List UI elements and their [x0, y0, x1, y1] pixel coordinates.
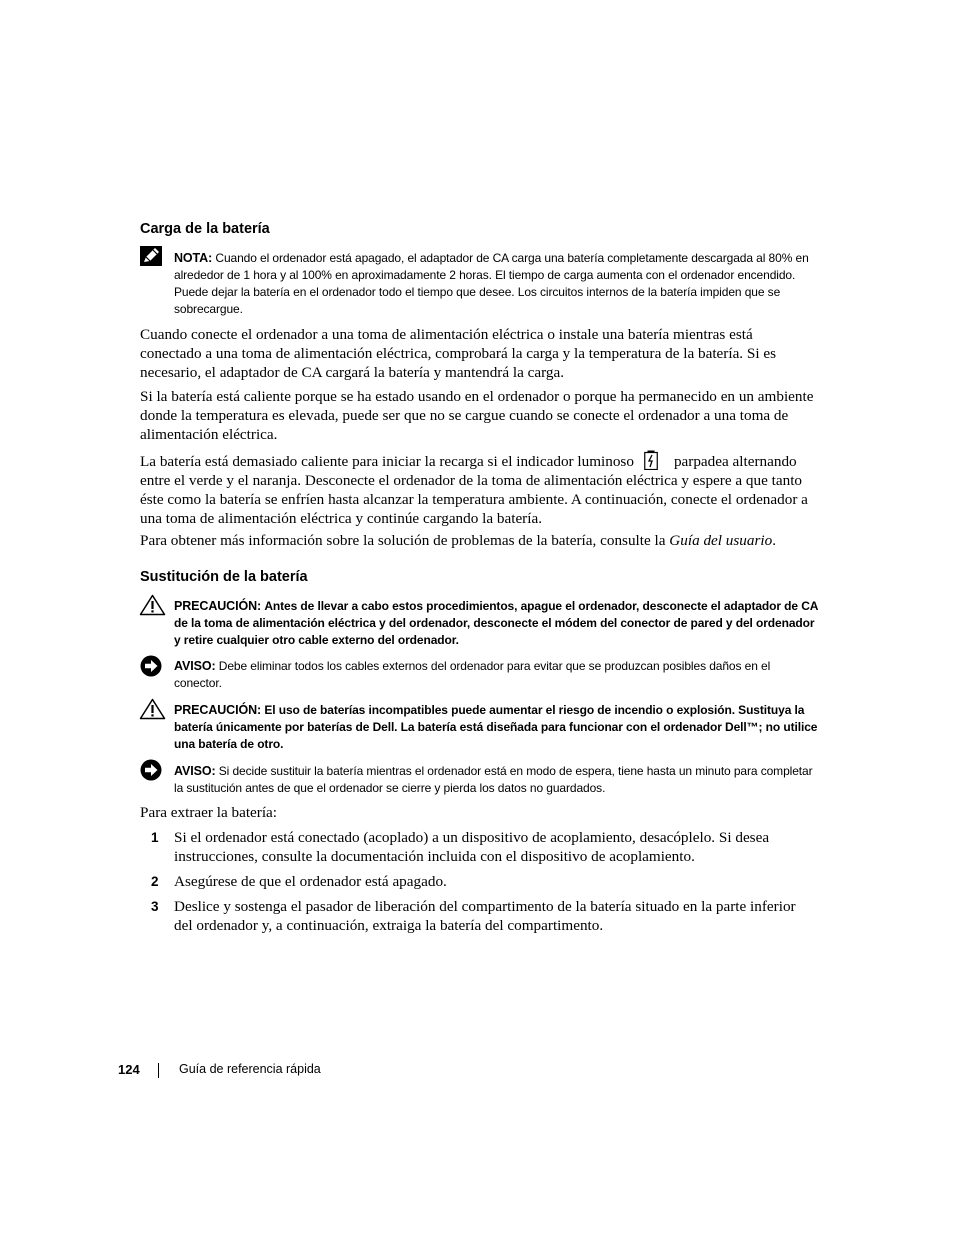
notice-arrow-icon [140, 759, 162, 781]
page-number: 124 [118, 1062, 140, 1077]
warning-triangle-icon [139, 698, 166, 720]
notice-text-2: Si decide sustituir la batería mientras el ordenador está en modo de espera, tiene hasta un minuto para completar la sustitución antes de que el ordenador se cierre y pierda los datos no guardados. [174, 764, 813, 795]
section-heading-replacing: Sustitución de la batería [140, 569, 308, 585]
notice-text-1: Debe eliminar todos los cables externos del ordenador para evitar que se produzcan posibles daños en el conector. [174, 659, 771, 690]
caution-text-1: Antes de llevar a cabo estos procedimientos, apague el ordenador, desconecte el adaptador de CA de la toma de alimentación eléctrica y del ordenador, desconecte el módem del conector de pared y del ordenador y retire cualquier otro cable externo del ordenador. [174, 599, 818, 647]
caution-block-2 [174, 702, 819, 753]
paragraph-charging-1: Cuando conecte el ordenador a una toma de alimentación eléctrica o instale una batería mientras está conectado a una toma de alimentación eléctrica, comprobará la carga y la temperatura de la batería. Si es necesario, el adaptador de CA cargará la batería y mantendrá la carga. [140, 326, 777, 381]
warning-triangle-icon [139, 594, 166, 616]
paragraph-charging-2: Si la batería está caliente porque se ha estado usando en el ordenador o porque ha permanecido en un ambiente donde la temperatura es elevada, puede ser que no se cargue cuando se conecte el ordenador a una toma de alimentación eléctrica. [140, 388, 814, 443]
paragraph-charging-3-end: parpadea alternando entre el verde y el naranja. Desconecte el ordenador de la toma de alimentación eléctrica y espere a que tanto éste como la batería se enfríen hasta alcanzar la temperatura ambiente. A continuación, conecte el ordenador a una toma de alimentación eléctrica y continúe cargando la batería. [140, 453, 808, 527]
notice-block-2 [174, 763, 819, 797]
paragraph-charging-4-text: Para obtener más información sobre la solución de problemas de la batería, consulte la [140, 532, 666, 549]
step-text: Deslice y sostenga el pasador de liberación del compartimento de la batería situado en la parte inferior del ordenador y, a continuación, extraiga la batería del compartimento. [174, 898, 796, 934]
section-heading-charging: Carga de la batería [140, 221, 270, 237]
note-label: NOTA: [174, 251, 213, 265]
caution-block-1 [174, 598, 819, 649]
notice-label-2: AVISO: [174, 764, 216, 778]
step-number: 1 [151, 830, 159, 845]
step-text: Si el ordenador está conectado (acoplado) a un dispositivo de acoplamiento, desacóplelo. Si desea instrucciones, consulte la documentación incluida con el dispositivo de acoplamiento. [174, 829, 770, 865]
steps-intro: Para extraer la batería: [140, 804, 278, 821]
footer-divider [158, 1063, 159, 1078]
caution-label-1: PRECAUCIÓN: [174, 599, 262, 613]
notice-block-1 [174, 658, 819, 692]
note-text: Cuando el ordenador está apagado, el adaptador de CA carga una batería completamente descargada al 80% en alrededor de 1 hora y al 100% en aproximadamente 2 horas. El tiempo de carga aumenta con el ordenador encendido. Puede dejar la batería en el ordenador todo el tiempo que desee. Los circuitos internos de la batería impiden que se sobrecargue. [174, 251, 809, 316]
step-number: 3 [151, 899, 159, 914]
notice-arrow-icon [140, 655, 162, 677]
notice-label-1: AVISO: [174, 659, 216, 673]
battery-status-icon [644, 450, 658, 470]
step-number: 2 [151, 874, 159, 889]
paragraph-charging-4 [140, 531, 816, 550]
footer-title: Guía de referencia rápida [179, 1062, 321, 1076]
caution-label-2: PRECAUCIÓN: [174, 703, 262, 717]
pencil-note-icon [140, 246, 162, 266]
caution-text-2: El uso de baterías incompatibles puede aumentar el riesgo de incendio o explosión. Sustituya la batería únicamente por baterías de Dell. La batería está diseñada para funcionar con el ordenador Dell™; no utilice una batería de otro. [174, 703, 818, 751]
user-guide-reference: Guía del usuario [669, 532, 773, 549]
step-text: Asegúrese de que el ordenador está apagado. [174, 873, 447, 890]
paragraph-charging-3 [140, 450, 816, 528]
paragraph-charging-4-period: . [772, 532, 777, 549]
note-block [174, 250, 819, 318]
paragraph-charging-3-start: La batería está demasiado caliente para iniciar la recarga si el indicador luminoso [140, 453, 634, 470]
